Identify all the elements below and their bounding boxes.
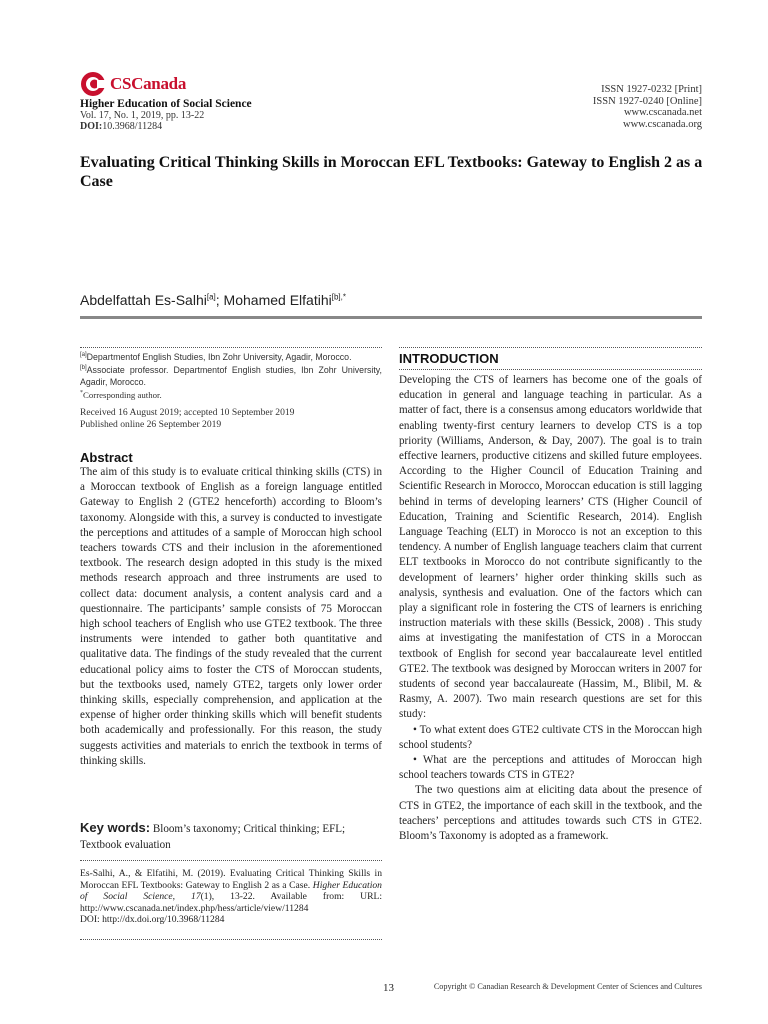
keywords: [80, 820, 382, 853]
doi-info: [80, 121, 162, 132]
volume-info: Vol. 17, No. 1, 2019, pp. 13-22: [80, 110, 205, 121]
author-1: Abdelfattah Es-Salhi: [80, 292, 207, 308]
affiliation-b-sup: [b]: [80, 365, 87, 372]
divider-dotted: [399, 347, 702, 348]
published-date: Published online 26 September 2019: [80, 419, 222, 430]
abstract-text: The aim of this study is to evaluate critical thinking skills (CTS) in a Moroccan textbook of English as a foreign language entitled Gateway to English 2 (GTE2 henceforth) according to Bloom’s taxonomy. Alongside with this, a survey is conducted to investigate the perceptions and attitudes of a sample of Moroccan high school teachers towards CTS and their inclusion in the aforementioned textbook. The research design adopted in this study is the mixed methods research approach and three instruments are used to collect data: document analysis, a content analysis card and a questionnaire. The participants’ sample consists of 75 Moroccan high school teachers of English who use GTE2 textbook. The three instruments were intended to gather both quantitative and qualitative data. The findings of the study revealed that the current educational policy aims to foster the CTS of Moroccan students, but the textbooks used, namely GTE2, targets only lower order thinking skills, especially comprehension, and application at the expense of higher order thinking skills which will benefit students both academically and professionally. For this reason, the study suggests activities and materials to enrich the textbook in terms of thinking skills.: [80, 466, 382, 767]
citation-text: Es-Salhi, A., & Elfatihi, M. (2019). Evaluating Critical Thinking Skills in Moroccan EFL Textbooks: Gateway to English 2 as a Case.: [80, 868, 382, 891]
dates-block: [80, 407, 382, 431]
affiliation-a-text: Departmentof English Studies, Ibn Zohr University, Agadir, Morocco.: [86, 351, 352, 362]
keywords-heading: Key words:: [80, 820, 151, 835]
citation-journal: Higher Education of Social Science: [80, 879, 382, 903]
citation-block: [80, 868, 382, 926]
research-question-2: • What are the perceptions and attitudes of Moroccan high school teachers towards CTS in GTE2?: [399, 754, 702, 782]
introduction-heading: INTRODUCTION: [399, 351, 499, 366]
website-link-org[interactable]: www.cscanada.org: [622, 118, 702, 130]
citation-doi[interactable]: DOI: http://dx.doi.org/10.3968/11284: [80, 914, 225, 926]
received-date: Received 16 August 2019; accepted 10 September 2019: [80, 407, 295, 418]
publisher-logo: [80, 70, 186, 98]
citation-sep: ,: [172, 891, 192, 903]
affiliations: [80, 350, 382, 402]
issn-block: [593, 84, 702, 130]
divider-dotted: [80, 939, 382, 940]
logo-text: CSCanada: [110, 74, 187, 93]
journal-name: Higher Education of Social Science: [80, 98, 252, 110]
website-link-net[interactable]: www.cscanada.net: [623, 107, 702, 118]
issn-online: ISSN 1927-0240 [Online]: [592, 95, 702, 107]
cscanada-logo-icon: [80, 71, 106, 97]
introduction-text: [399, 373, 702, 844]
keywords-text: Bloom’s taxonomy; Critical thinking; EFL; Textbook evaluation: [80, 823, 346, 851]
author-2-sup: [b],*: [331, 292, 346, 302]
copyright-notice: Copyright © Canadian Research & Development Center of Sciences and Cultures: [433, 982, 702, 991]
affiliation-b: [80, 363, 382, 388]
doi-label: DOI:: [80, 121, 103, 132]
affiliation-a-sup: [a]: [80, 352, 87, 358]
author-1-sup: [a]: [206, 292, 216, 302]
page-number: 13: [383, 982, 394, 994]
abstract-heading: Abstract: [80, 450, 133, 465]
intro-paragraph-2: The two questions aim at eliciting data about the presence of CTS in GTE2, the importance of each skill in the textbook, and the teachers’ perceptions and attitudes towards such CTS in GTE2. Bloom’s Taxonomy is adopted as a framework.: [399, 784, 702, 843]
research-question-1: • To what extent does GTE2 cultivate CTS in the Moroccan high school students?: [399, 723, 702, 751]
divider-dotted: [80, 347, 382, 348]
affiliation-a: [80, 350, 382, 363]
doi-value: 10.3968/11284: [102, 121, 163, 132]
intro-paragraph-1: Developing the CTS of learners has become one of the goals of education in general and language teaching in particular. As a matter of fact, there is a consensus among educators worldwide that enabling twenty-first century learners to develop CTS is a top priority (Williams, Anderson, & Day, 2007). The goal is to train effective learners, productive citizens and skilled future employees. According to the Higher Council of Education Training and Scientific Research in Morocco, Moroccan education is still lagging behind in terms of developing learners’ CTS (Higher Council of Education, Training and Scientific Research, 2014). English Language Teaching (ELT) in Morocco is not an exception to this tendency. A number of English language teachers claim that current ELT textbooks in Morocco do not contribute significantly to the development of learners’ higher order thinking skills such as analysis, synthesis and evaluation. One of the factors which can play a significant role in fostering the CTS of learners is enriching instruction materials with these skills (Bessick, 2008) . This study aims at investigating the manifestation of CTS in a Moroccan textbook of English for second year baccalaureate level entitled GTE2. The textbook was designed by Moroccan writers in 2007 for students of second year baccalaureate (Hassim, M., Blibil, M. & Rasmy, A. 2007). Two main research questions are set for this study:: [399, 374, 702, 721]
affiliation-b-text: Associate professor. Departmentof English studies, Ibn Zohr University, Agadir, Morocco.: [80, 365, 382, 387]
citation-volume: 17: [191, 891, 201, 903]
corresponding-note: [80, 388, 382, 401]
citation-url[interactable]: (1), 13-22. Available from: URL: http://www.cscanada.net/index.php/hess/article/view/11284: [80, 891, 383, 914]
author-line: [80, 292, 346, 308]
header-rule: [80, 316, 702, 319]
author-separator: ;: [215, 292, 224, 308]
corresponding-text: Corresponding author.: [83, 390, 162, 401]
issn-print: ISSN 1927-0232 [Print]: [601, 84, 702, 95]
article-title: Evaluating Critical Thinking Skills in Moroccan EFL Textbooks: Gateway to English 2 as a Case: [80, 154, 703, 190]
author-2: Mohamed Elfatihi: [223, 292, 332, 308]
divider-dotted: [399, 369, 702, 370]
divider-dotted: [80, 860, 382, 861]
corresponding-sup: *: [80, 390, 83, 397]
